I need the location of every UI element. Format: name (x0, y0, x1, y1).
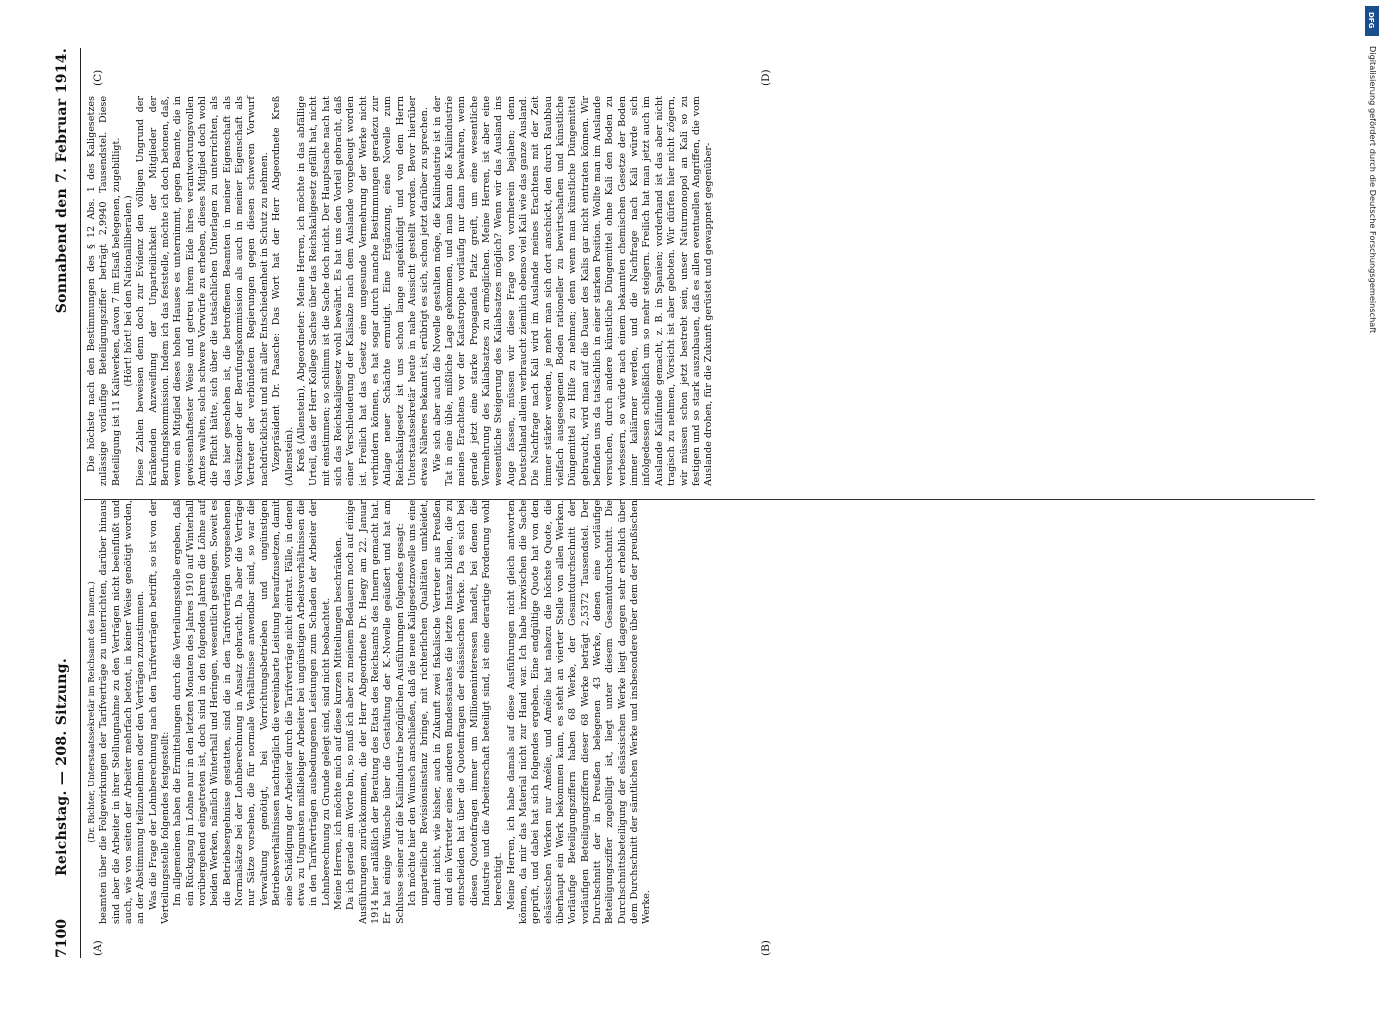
quoted-paragraph: Ich möchte hier den Wunsch anschließen, daß die neue Kaligesetznovelle uns eine unparteiliche Revisionsinstanz bringe, mit richterlichen Qualitäten umkleidet, damit nicht, wie bisher, auch in Zukunft zwei fiskalische Vertreter aus Preußen und ein Vertreter eines anderen Bundesstaates die letzte Instanz bilden, die zu entscheiden hat über die Quotenfragen der elsässischen Werke. Da es sich bei diesen Quotenfragen immer um Millioneninteressen handelt, bei denen die Industrie und die Arbeiterschaft beteiligt sind, ist eine derartige Forderung wohl berechtigt. (406, 500, 505, 906)
speaker-attribution: (Dr. Richter, Unterstaatssekretär im Reichsamt des Innern.) (87, 581, 97, 843)
left-text-column (86, 500, 654, 924)
paragraph: Die höchste nach den Bestimmungen des § 12 Abs. 1 des Kaligesetzes zulässige vorläufige Beteiligungsziffer beträgt 2,9940 Tausendstel. Diese Beteiligung ist 11 Kaliwerken, davon 7 im Elsaß belegenen, zugebilligt. (86, 96, 122, 486)
margin-marker-a: (A) (92, 940, 104, 956)
margin-marker-d: (D) (760, 69, 772, 86)
digitization-credit: Digitalisierung gefördert durch die Deutsche Forschungsgemeinschaft (1368, 46, 1378, 334)
paragraph: Diese Zahlen beweisen denn doch zur Evidenz den völligen Ungrund der kränkenden Anzweiflung der Unparteilichkeit der Mitglieder der Berufungskommission. Indem ich das feststelle, möchte ich doch betonen, daß, wenn ein Mitglied dieses hohen Hauses es unternimmt, gegen Beamte, die in gewissenhaftester Weise und getreu ihrem Eide ihres verantwortungsvollen Amtes walten, solch schwere Vorwürfe zu erheben, dieses Mitglied doch wohl die Pflicht hätte, sich über die tatsächlichen Unterlagen zu unterrichten, als das hier geschehen ist, die betroffenen Beamten in meiner Eigenschaft als Vorsitzender der Berufungskommission als auch in meiner Eigenschaft als Vertreter der verbündeten Regierungen gegen diesen schweren Vorwurf nachdrücklichst und mit aller Entschiedenheit in Schutz zu nehmen. (135, 96, 270, 486)
dfg-logo: DFG (1365, 6, 1379, 36)
speaker-introduction: Vizepräsident Dr. Paasche: Das Wort hat der Herr Abgeordnete Kreß (Allenstein). (271, 96, 295, 486)
paragraph: beamten über die Folgewirkungen der Tarifverträge zu unterrichten, darüber hinaus sind aber die Arbeiter in ihrer Stellungnahme zu den Verträgen nicht beeinflußt und auch, wie von seiten der Arbeiter mehrfach betont, in keiner Weise genötigt worden, an der Abstimmung teilzunehmen oder den Verträgen zuzustimmen. (98, 500, 147, 924)
interjection: (Hört! hört! bei den Nationalliberalen.) (123, 195, 135, 387)
header-rule (80, 48, 81, 958)
quoted-paragraph: Im allgemeinen haben die Ermittelungen durch die Verteilungsstelle ergeben, daß ein Rückgang im Lohne nur in den letzten Monaten des Jahres 1910 auf Winterhall vorübergehend eingetreten ist, doch sind in den folgenden Jahren die Löhne auf beiden Werken, nämlich Winterhall und Heringen, wesentlich gestiegen. Soweit es die Betriebsergebnisse gestatten, sind die in den Tarifverträgen vorgesehenen Normalsätze bei der Lohnberechnung in Ansatz gebracht. Da aber die Verträge nur Sätze vorsehen, die für normale Verhältnisse anwendbar sind, so war die Verwaltung genötigt, bei Vorrichtungsbetrieben und ungünstigen Betriebsverhältnissen nachträglich die vereinbarte Leistung heraufzusetzen, damit eine Schädigung der Arbeiter durch die Tarifverträge nicht eintrat. Fälle, in denen etwa zu Ungunsten mißliebiger Arbeiter bei ungünstigen Arbeitsverhältnissen die in den Tarifverträgen ausbedungenen Leistungen zum Schaden der Arbeiter der Lohnberechnung zu Grunde gelegt sind, sind nicht beobachtet. (172, 500, 332, 906)
header-right-title: Sonnabend den 7. Februar 1914. (54, 48, 70, 314)
paragraph: Da ich gerade am Worte bin, so muß ich aber zu meinem Bedauern noch auf einige Ausführungen zurückkommen, die der Herr Abgeordnete Dr. Haegy am 22. Januar 1914 hier anläßlich der Beratung des Etats des Reichsamts des Innern gemacht hat. Er hat einige Wünsche über die Gestaltung der K.-Novelle geäußert und hat am Schlusse seiner auf die Kaliindustrie bezüglichen Ausführungen folgendes gesagt: (345, 500, 406, 924)
paragraph: Wie sich aber auch die Novelle gestalten möge, die Kaliindustrie ist in der Tat in eine üble, mißliche Lage gekommen, und man kann die Kaliindustrie meines Erachtens vor der Katastrophe vorläufig nur dann bewahren, wenn gerade jetzt eine starke Propaganda Platz greift, um eine wesentliche Vermehrung des Kaliabsatzes zu ermöglichen. Meine Herren, ist aber eine wesentliche Steigerung des Kaliabsatzes möglich? Wenn wir das Ausland ins Auge fassen, müssen wir diese Frage von vornherein bejahen; denn Deutschland allein verbraucht ziemlich ebenso viel Kali wie das ganze Ausland. Die Nachfrage nach Kali wird im Auslande meines Erachtens mit der Zeit immer stärker werden, je mehr man sich dort anschickt, den durch Raubbau vielfach ausgesogenen Boden rationeller zu bewirtschaften und künstliche Düngemittel zu Hilfe zu nehmen; denn wenn man künstliche Düngemittel gebraucht, wird man auf die Dauer des Kalis gar nicht entraten können. Wir befinden uns da tatsächlich in einer starken Position. Wollte man im Auslande versuchen, durch andere künstliche Düngemittel ohne Kali den Boden zu verbessern, so würde nach einem bekannten chemischen Gesetze der Boden immer kaliärmer werden, und die Nachfrage nach Kali würde sich infolgedessen schließlich um so mehr steigern. Freilich hat man jetzt auch im Auslande Kalifunde gemacht, z. B. in Spanien; vorderhand ist das aber nicht tragisch zu nehmen, Vorsicht ist aber geboten. Wir dürfen hier nicht zögern, wir müssen schon jetzt bestrebt sein, unser Naturmonopol an Kali so zu festigen und so stark auszubauen, daß es allen eventuellen Angriffen, die vom Auslande drohen, für die Zukunft gerüstet und gewappnet gegenüber- (431, 96, 715, 486)
page-number: 7100 (54, 919, 70, 958)
paragraph: Was die Frage der Lohnberechnung nach den Tarifverträgen betrifft, so ist von der Verteilungsstelle folgendes festgestellt: (147, 500, 172, 924)
margin-marker-b: (B) (760, 940, 772, 956)
margin-marker-c: (C) (92, 69, 104, 86)
paragraph: Kreß (Allenstein), Abgeordneter: Meine Herren, ich möchte in das abfällige Urteil, das der Herr Kollege Sachse über das Reichskaligesetz gefällt hat, nicht mit einstimmen; so schlimm ist die Sache doch nicht. Der Hauptsache nach hat sich das Reichskaligesetz wohl bewährt. Es hat uns den Vorteil gebracht, daß einer Verschleuderung der Kalisalze nach dem Auslande vorgebeugt worden ist. Freilich hat das Gesetz eine ungesunde Vermehrung der Werke nicht verhindern können, es hat sogar durch manche Bestimmungen geradezu zur Anlage neuer Schächte ermutigt. Eine Ergänzung, eine Novelle zum Reichskaligesetz ist uns schon lange angekündigt und von dem Herrn Unterstaatssekretär heute in nahe Aussicht gestellt worden. Bevor hierüber etwas Näheres bekannt ist, erübrigt es sich, schon jetzt darüber zu sprechen. (295, 96, 431, 486)
right-text-column (86, 96, 716, 486)
paragraph: Meine Herren, ich habe damals auf diese Ausführungen nicht gleich antworten können, da mir das Material nicht zur Hand war. Ich habe inzwischen die Sache geprüft, und dabei hat sich folgendes ergeben. Eine endgültige Quote hat von den elsässischen Werken nur Amélie, und Amélie hat nahezu die höchste Quote, die überhaupt ein Werk bekommen kann, es steht an vierter Stelle von allen Werken. Vorläufige Beteiligungsziffern haben 68 Werke, der Gesamtdurchschnitt der vorläufigen Beteiligungsziffern dieser 68 Werke beträgt 2,5372 Tausendstel. Der Durchschnitt der in Preußen belegenen 43 Werke, denen eine vorläufige Beteiligungsziffer zugebilligt ist, liegt unter diesem Gesamtdurchschnitt. Die Durchschnittsbeteiligung der elsässischen Werke liegt dagegen sehr erheblich über dem Durchschnitt der sämtlichen Werke und insbesondere über dem der preußischen Werke. (505, 500, 653, 924)
header-left-title: Reichstag. — 208. Sitzung. (54, 657, 70, 876)
digitization-credit-strip (1365, 6, 1379, 994)
running-header (42, 48, 76, 958)
paragraph: Meine Herren, ich möchte mich auf diese kurzen Mitteilungen beschränken. (332, 537, 344, 910)
